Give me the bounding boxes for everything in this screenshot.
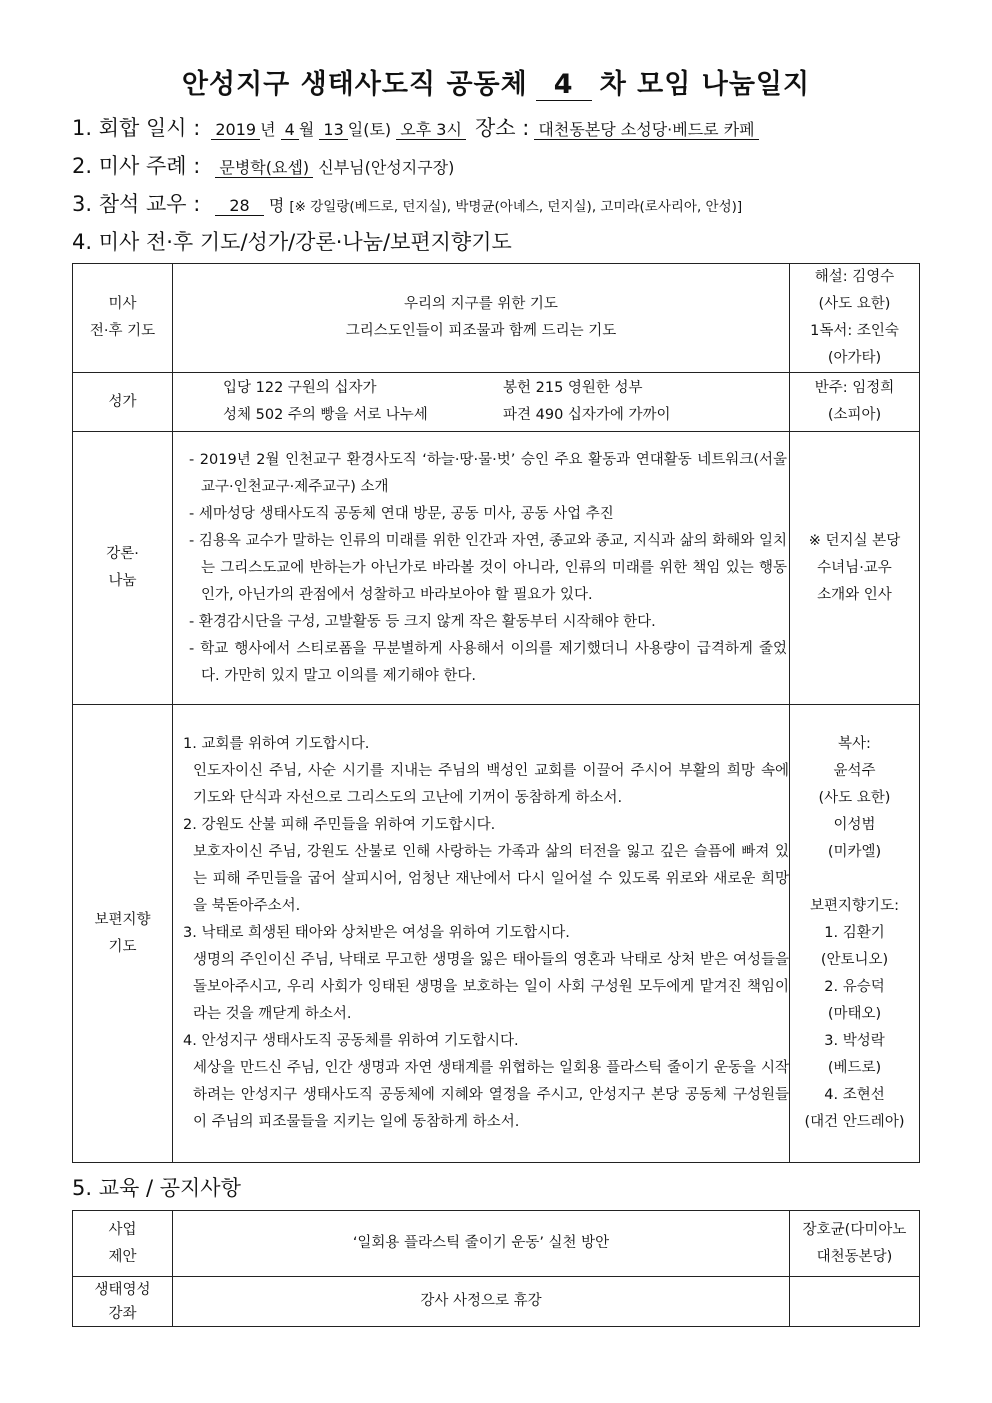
role-reader-saint: (아가타) <box>827 350 882 366</box>
homily-row <box>73 432 920 705</box>
edu-content: 강사 사정으로 휴강 <box>173 1277 790 1327</box>
list-item: - 세마성당 생태사도직 공동체 연대 방문, 공동 미사, 공동 사업 추진 <box>189 505 614 522</box>
intercession-roles <box>790 705 920 1163</box>
edu-owner-2: 대천동본당) <box>816 1248 893 1265</box>
celebrant-info <box>72 150 454 180</box>
edu-label <box>73 1277 173 1327</box>
prayer-line-2: 그리스도인들이 피조물과 함께 드리는 기도 <box>345 323 617 339</box>
prayer-row <box>73 264 920 373</box>
meeting-label: 1. 회합 일시 : <box>72 116 201 140</box>
prayer-roles <box>790 264 920 373</box>
homily-label-2: 나눔 <box>108 573 137 589</box>
edu-label-1: 사업 <box>108 1221 137 1238</box>
attendee-count: 28 <box>215 196 263 216</box>
prayer-label-2: 전·후 기도 <box>89 323 156 339</box>
role-reader: 1독서: 조인숙 <box>810 323 899 339</box>
meeting-day: 13 <box>319 120 347 140</box>
year-unit: 년 <box>260 120 276 139</box>
prayer-content <box>173 264 790 373</box>
hymn-label: 성가 <box>73 373 173 432</box>
prayer-body: 세상을 만드신 주님, 인간 생명과 자연 생태계를 위협하는 일회용 플라스틱 줄이기 운동을 시작하려는 안성지구 생태사도직 공동체에 지혜와 열정을 주시고, 안성지구 본당 공동체 구성원들이 주님의 피조물들을 지키는 일에 동참하게 하소서. <box>193 1060 789 1130</box>
edu-owner-1: 장호균(다미아노 <box>802 1221 907 1238</box>
intercession-label-2: 기도 <box>108 938 137 955</box>
role-server-label: 복사: <box>838 736 871 752</box>
role-reader-1-saint: (안토니오) <box>820 952 889 968</box>
hymn-recessional: 파견 490 십자가에 가까이 <box>503 407 671 423</box>
celebrant-name: 문병학(요셉) <box>215 158 313 178</box>
section4-title: 4. 미사 전·후 기도/성가/강론·나눔/보편지향기도 <box>72 230 512 254</box>
prayer-heading: 3. 낙태로 희생된 태아와 상처받은 여성을 위하여 기도합시다. <box>183 925 570 941</box>
intercession-label-1: 보편지향 <box>94 911 151 928</box>
day-unit: 일(토) <box>347 120 392 139</box>
prayer-heading: 1. 교회를 위하여 기도합시다. <box>183 736 370 752</box>
role-commentator: 해설: 김영수 <box>814 269 895 285</box>
role-reader-3-saint: (베드로) <box>827 1060 882 1076</box>
prayer-body: 보호자이신 주님, 강원도 산불로 인해 사랑하는 가족과 삶의 터전을 잃고 깊은 슬픔에 빠져 있는 피해 주민들을 굽어 살피시어, 엄청난 재난에서 다시 일어설 수 있도록 위로와 새로운 희망을 북돋아주소서. <box>193 844 789 914</box>
role-reader-3: 3. 박성락 <box>824 1033 885 1049</box>
role-reader-2: 2. 유승덕 <box>824 979 885 995</box>
role-reader-2-saint: (마태오) <box>827 1006 882 1022</box>
homily-note-2: 수녀님·교우 <box>817 559 892 576</box>
place-label: 장소 : <box>475 116 530 140</box>
attendee-unit: 명 <box>268 196 285 215</box>
homily-label <box>73 432 173 705</box>
role-spacer <box>790 866 919 893</box>
education-table <box>72 1210 920 1327</box>
role-organist: 반주: 임정희 <box>814 380 895 396</box>
attendee-info <box>72 188 742 218</box>
edu-label-2: 강좌 <box>108 1305 137 1322</box>
role-server-1-saint: (사도 요한) <box>818 790 891 806</box>
prayer-heading: 4. 안성지구 생태사도직 공동체를 위하여 기도합시다. <box>183 1033 519 1049</box>
prayer-label-1: 미사 <box>108 296 137 312</box>
celebrant-label: 2. 미사 주례 : <box>72 154 201 178</box>
edu-content: ‘일회용 플라스틱 줄이기 운동’ 실천 방안 <box>173 1211 790 1277</box>
role-server-1: 윤석주 <box>833 763 876 779</box>
meeting-time: 오후 3시 <box>396 120 466 140</box>
edu-label <box>73 1211 173 1277</box>
hymn-line-2 <box>173 402 789 429</box>
hymn-communion: 성체 502 주의 빵을 서로 나누세 <box>223 407 428 423</box>
edu-owner <box>790 1277 920 1327</box>
page-title <box>0 62 992 101</box>
role-server-2-saint: (미카엘) <box>827 844 882 860</box>
role-reader-4: 4. 조현선 <box>824 1087 885 1103</box>
attendee-note: [※ 강일랑(베드로, 던지실), 박명균(아녜스, 던지실), 고미라(로사리아, 안성)] <box>289 199 743 215</box>
list-item: - 학교 행사에서 스티로폼을 무분별하게 사용해서 이의를 제기했더니 사용량이 급격하게 줄었다. 가만히 있지 말고 이의를 제기해야 한다. <box>189 640 787 684</box>
homily-note <box>790 432 920 705</box>
role-commentator-saint: (사도 요한) <box>818 296 891 312</box>
prayer-body: 생명의 주인이신 주님, 낙태로 무고한 생명을 잃은 태아들의 영혼과 낙태로 상처 받은 여성들을 돌보아주시고, 우리 사회가 잉태된 생명을 보호하는 일이 사회 구성원 모두에게 맡겨진 책임이라는 것을 깨닫게 하소서. <box>193 952 789 1022</box>
homily-note-1: ※ 던지실 본당 <box>808 532 901 549</box>
prayer-body: 인도자이신 주님, 사순 시기를 지내는 주님의 백성인 교회를 이끌어 주시어 부활의 희망 속에 기도와 단식과 자선으로 그리스도의 고난에 기꺼이 동참하게 하소서. <box>193 763 789 806</box>
intercession-label <box>73 705 173 1163</box>
hymn-row <box>73 373 920 432</box>
hymn-line-1 <box>173 375 789 402</box>
role-reader-4-saint: (대건 안드레아) <box>804 1114 905 1130</box>
list-item: - 김용옥 교수가 말하는 인류의 미래를 위한 인간과 자연, 종교와 종교, 지식과 삶의 화해와 일치는 그리스도교에 반하는가 아닌가로 바라볼 것이 아니라, 인류의 미래를 위한 책임 있는 행동인가, 아닌가의 관점에서 성찰하고 바라보아야 할 필요가 있다. <box>189 532 787 603</box>
hymn-roles <box>790 373 920 432</box>
title-suffix: 차 모임 나눔일지 <box>599 69 811 100</box>
table-row <box>73 1211 920 1277</box>
role-server-2: 이성범 <box>833 817 876 833</box>
edu-owner <box>790 1211 920 1277</box>
role-organist-saint: (소피아) <box>827 407 882 423</box>
title-prefix: 안성지구 생태사도직 공동체 <box>181 69 528 100</box>
edu-label-1: 생태영성 <box>94 1281 151 1298</box>
list-item: - 환경감시단을 구성, 고발활동 등 크지 않게 작은 활동부터 시작해야 한다. <box>189 613 656 630</box>
attendee-label: 3. 참석 교우 : <box>72 192 201 216</box>
meeting-number: 4 <box>536 69 592 101</box>
prayer-row-label <box>73 264 173 373</box>
prayer-heading: 2. 강원도 산불 피해 주민들을 위하여 기도합시다. <box>183 817 496 833</box>
meeting-place: 대천동본당 소성당·베드로 카페 <box>534 120 758 140</box>
month-unit: 월 <box>298 120 315 139</box>
meeting-month: 4 <box>281 120 299 140</box>
hymn-entrance: 입당 122 구원의 십자가 <box>223 380 377 396</box>
hymn-offertory: 봉헌 215 영원한 성부 <box>503 380 643 396</box>
homily-content <box>173 432 790 705</box>
intercession-row <box>73 705 920 1163</box>
liturgy-table <box>72 263 920 1163</box>
role-intercession-label: 보편지향기도: <box>810 898 899 914</box>
celebrant-title: 신부님(안성지구장) <box>318 158 455 177</box>
homily-note-3: 소개와 인사 <box>817 586 892 603</box>
homily-label-1: 강론· <box>106 546 139 562</box>
intercession-content <box>173 705 790 1163</box>
list-item: - 2019년 2월 인천교구 환경사도직 ‘하늘·땅·물·벗’ 승인 주요 활동과 연대활동 네트워크(서울교구·인천교구·제주교구) 소개 <box>189 451 787 495</box>
prayer-line-1: 우리의 지구를 위한 기도 <box>404 296 558 312</box>
section5-title: 5. 교육 / 공지사항 <box>72 1176 241 1200</box>
meeting-year: 2019 <box>211 120 260 140</box>
table-row <box>73 1277 920 1327</box>
hymn-content <box>173 373 790 432</box>
role-reader-1: 1. 김환기 <box>824 925 885 941</box>
edu-label-2: 제안 <box>108 1248 137 1265</box>
meeting-info <box>72 112 759 142</box>
